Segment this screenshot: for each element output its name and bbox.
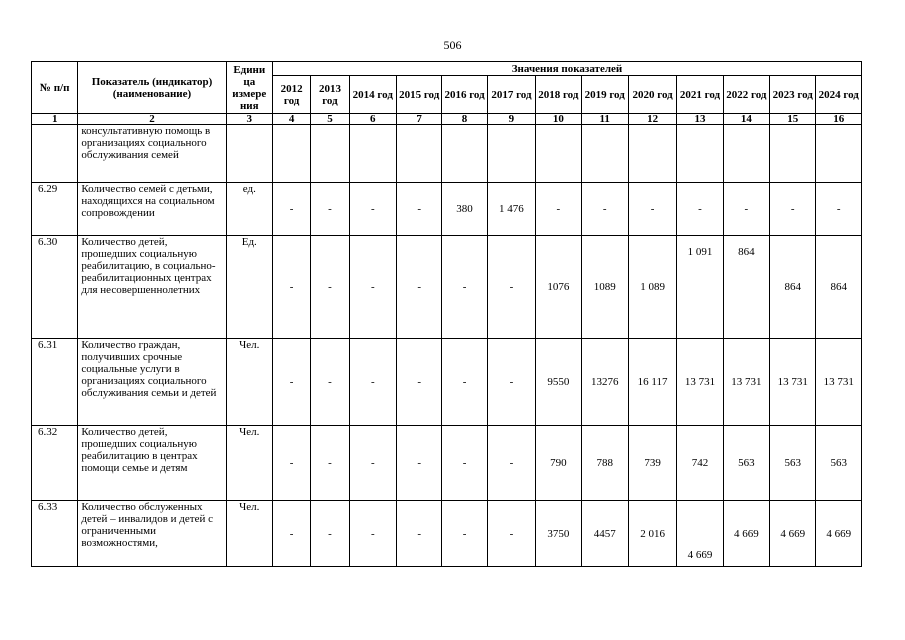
value-cell: 1 089 [628, 236, 676, 339]
value-cell: - [311, 501, 349, 567]
value-cell: 13276 [581, 339, 628, 426]
value-cell: 1089 [581, 236, 628, 339]
row-unit: Чел. [226, 426, 272, 501]
value-cell: - [349, 236, 396, 339]
header-year: 2022 год [723, 76, 769, 114]
value-cell: 2 016 [628, 501, 676, 567]
value-cell: - [442, 501, 487, 567]
table-row [32, 183, 862, 236]
value-cell: - [311, 426, 349, 501]
row-unit [226, 125, 272, 183]
value-cell: 864 [723, 236, 769, 339]
value-cell: 13 731 [723, 339, 769, 426]
value-cell: 13 731 [770, 339, 816, 426]
table-row [32, 125, 862, 183]
row-indicator: Количество детей, прошедших социальную реабилитацию в центрах помощи семье и детям [78, 426, 226, 501]
value-cell: 9550 [536, 339, 581, 426]
header-year: 2021 год [677, 76, 723, 114]
column-number: 11 [581, 114, 628, 125]
header-unit: Едини ца измере ния [226, 62, 272, 114]
page-number: 506 [443, 38, 462, 52]
table-row [32, 236, 862, 339]
header-year: 2023 год [770, 76, 816, 114]
header-indicator: Показатель (индикатор) (наименование) [78, 62, 226, 114]
row-unit: Ед. [226, 236, 272, 339]
value-cell: 13 731 [816, 339, 862, 426]
value-cell [677, 125, 723, 183]
value-cell: - [487, 339, 535, 426]
value-cell: - [396, 339, 441, 426]
table-row [32, 426, 862, 501]
value-cell: - [581, 183, 628, 236]
column-number: 4 [272, 114, 310, 125]
value-cell: - [396, 183, 441, 236]
value-cell: 3750 [536, 501, 581, 567]
value-cell [396, 125, 441, 183]
value-cell: 563 [816, 426, 862, 501]
header-year: 2019 год [581, 76, 628, 114]
value-cell: - [442, 339, 487, 426]
value-cell [581, 125, 628, 183]
row-number: 6.30 [32, 236, 78, 339]
value-cell: 4 669 [816, 501, 862, 567]
value-cell: - [536, 183, 581, 236]
row-number: 6.32 [32, 426, 78, 501]
value-cell: - [272, 183, 310, 236]
column-number: 9 [487, 114, 535, 125]
value-cell [816, 125, 862, 183]
value-cell: - [349, 501, 396, 567]
value-cell: 790 [536, 426, 581, 501]
row-indicator: Количество детей, прошедших социальную реабилитацию, в социально-реабилитационных центрах для несовершеннолетних [78, 236, 226, 339]
header-year: 2015 год [396, 76, 441, 114]
value-cell: - [311, 236, 349, 339]
value-cell: 16 117 [628, 339, 676, 426]
value-cell: - [396, 426, 441, 501]
row-unit: Чел. [226, 339, 272, 426]
header-year: 2016 год [442, 76, 487, 114]
value-cell: - [816, 183, 862, 236]
column-number: 2 [78, 114, 226, 125]
value-cell: - [442, 236, 487, 339]
header-year: 2020 год [628, 76, 676, 114]
value-cell: - [396, 236, 441, 339]
header-year: 2018 год [536, 76, 581, 114]
indicators-table [31, 61, 862, 567]
column-number: 10 [536, 114, 581, 125]
value-cell: - [487, 236, 535, 339]
value-cell [349, 125, 396, 183]
value-cell: 1076 [536, 236, 581, 339]
row-number: 6.31 [32, 339, 78, 426]
column-number: 14 [723, 114, 769, 125]
value-cell: 13 731 [677, 339, 723, 426]
row-indicator: Количество семей с детьми, находящихся на социальном сопровождении [78, 183, 226, 236]
value-cell: - [311, 183, 349, 236]
value-cell [723, 125, 769, 183]
value-cell: - [311, 339, 349, 426]
row-number: 6.33 [32, 501, 78, 567]
column-number: 8 [442, 114, 487, 125]
column-number: 15 [770, 114, 816, 125]
value-cell [311, 125, 349, 183]
value-cell [272, 125, 310, 183]
column-number: 7 [396, 114, 441, 125]
header-year: 2014 год [349, 76, 396, 114]
value-cell: 563 [723, 426, 769, 501]
value-cell: 739 [628, 426, 676, 501]
header-year: 2012 год [272, 76, 310, 114]
column-number: 6 [349, 114, 396, 125]
value-cell [442, 125, 487, 183]
value-cell: - [272, 236, 310, 339]
value-cell: 788 [581, 426, 628, 501]
column-number: 16 [816, 114, 862, 125]
header-values: Значения показателей [272, 62, 861, 76]
value-cell: - [770, 183, 816, 236]
value-cell: - [349, 183, 396, 236]
table-row [32, 501, 862, 567]
value-cell: - [272, 426, 310, 501]
value-cell: - [272, 339, 310, 426]
column-number: 5 [311, 114, 349, 125]
value-cell: 4457 [581, 501, 628, 567]
value-cell [628, 125, 676, 183]
value-cell: - [723, 183, 769, 236]
value-cell [770, 125, 816, 183]
column-number: 3 [226, 114, 272, 125]
header-number: № п/п [32, 62, 78, 114]
value-cell: 864 [770, 236, 816, 339]
value-cell: - [442, 426, 487, 501]
header-year: 2017 год [487, 76, 535, 114]
row-indicator: Количество граждан, получивших срочные социальные услуги в организациях социального обслуживания семьи и детей [78, 339, 226, 426]
row-unit: Чел. [226, 501, 272, 567]
value-cell: 380 [442, 183, 487, 236]
value-cell: - [396, 501, 441, 567]
row-number: 6.29 [32, 183, 78, 236]
value-cell: - [677, 183, 723, 236]
value-cell: - [349, 426, 396, 501]
value-cell: - [272, 501, 310, 567]
value-cell: 1 476 [487, 183, 535, 236]
value-cell [487, 125, 535, 183]
value-cell: 4 669 [723, 501, 769, 567]
column-number: 12 [628, 114, 676, 125]
row-unit: ед. [226, 183, 272, 236]
value-cell: - [487, 501, 535, 567]
value-cell: - [349, 339, 396, 426]
value-cell: 4 669 [677, 501, 723, 567]
row-number [32, 125, 78, 183]
value-cell: - [628, 183, 676, 236]
header-year: 2013 год [311, 76, 349, 114]
value-cell: - [487, 426, 535, 501]
column-number: 13 [677, 114, 723, 125]
header-year: 2024 год [816, 76, 862, 114]
value-cell [536, 125, 581, 183]
column-number: 1 [32, 114, 78, 125]
value-cell: 742 [677, 426, 723, 501]
value-cell: 563 [770, 426, 816, 501]
row-indicator: Количество обслуженных детей – инвалидов и детей с ограниченными возможностями, [78, 501, 226, 567]
value-cell: 864 [816, 236, 862, 339]
table-row [32, 339, 862, 426]
row-indicator: консультативную помощь в организациях социального обслуживания семей [78, 125, 226, 183]
value-cell: 4 669 [770, 501, 816, 567]
value-cell: 1 091 [677, 236, 723, 339]
